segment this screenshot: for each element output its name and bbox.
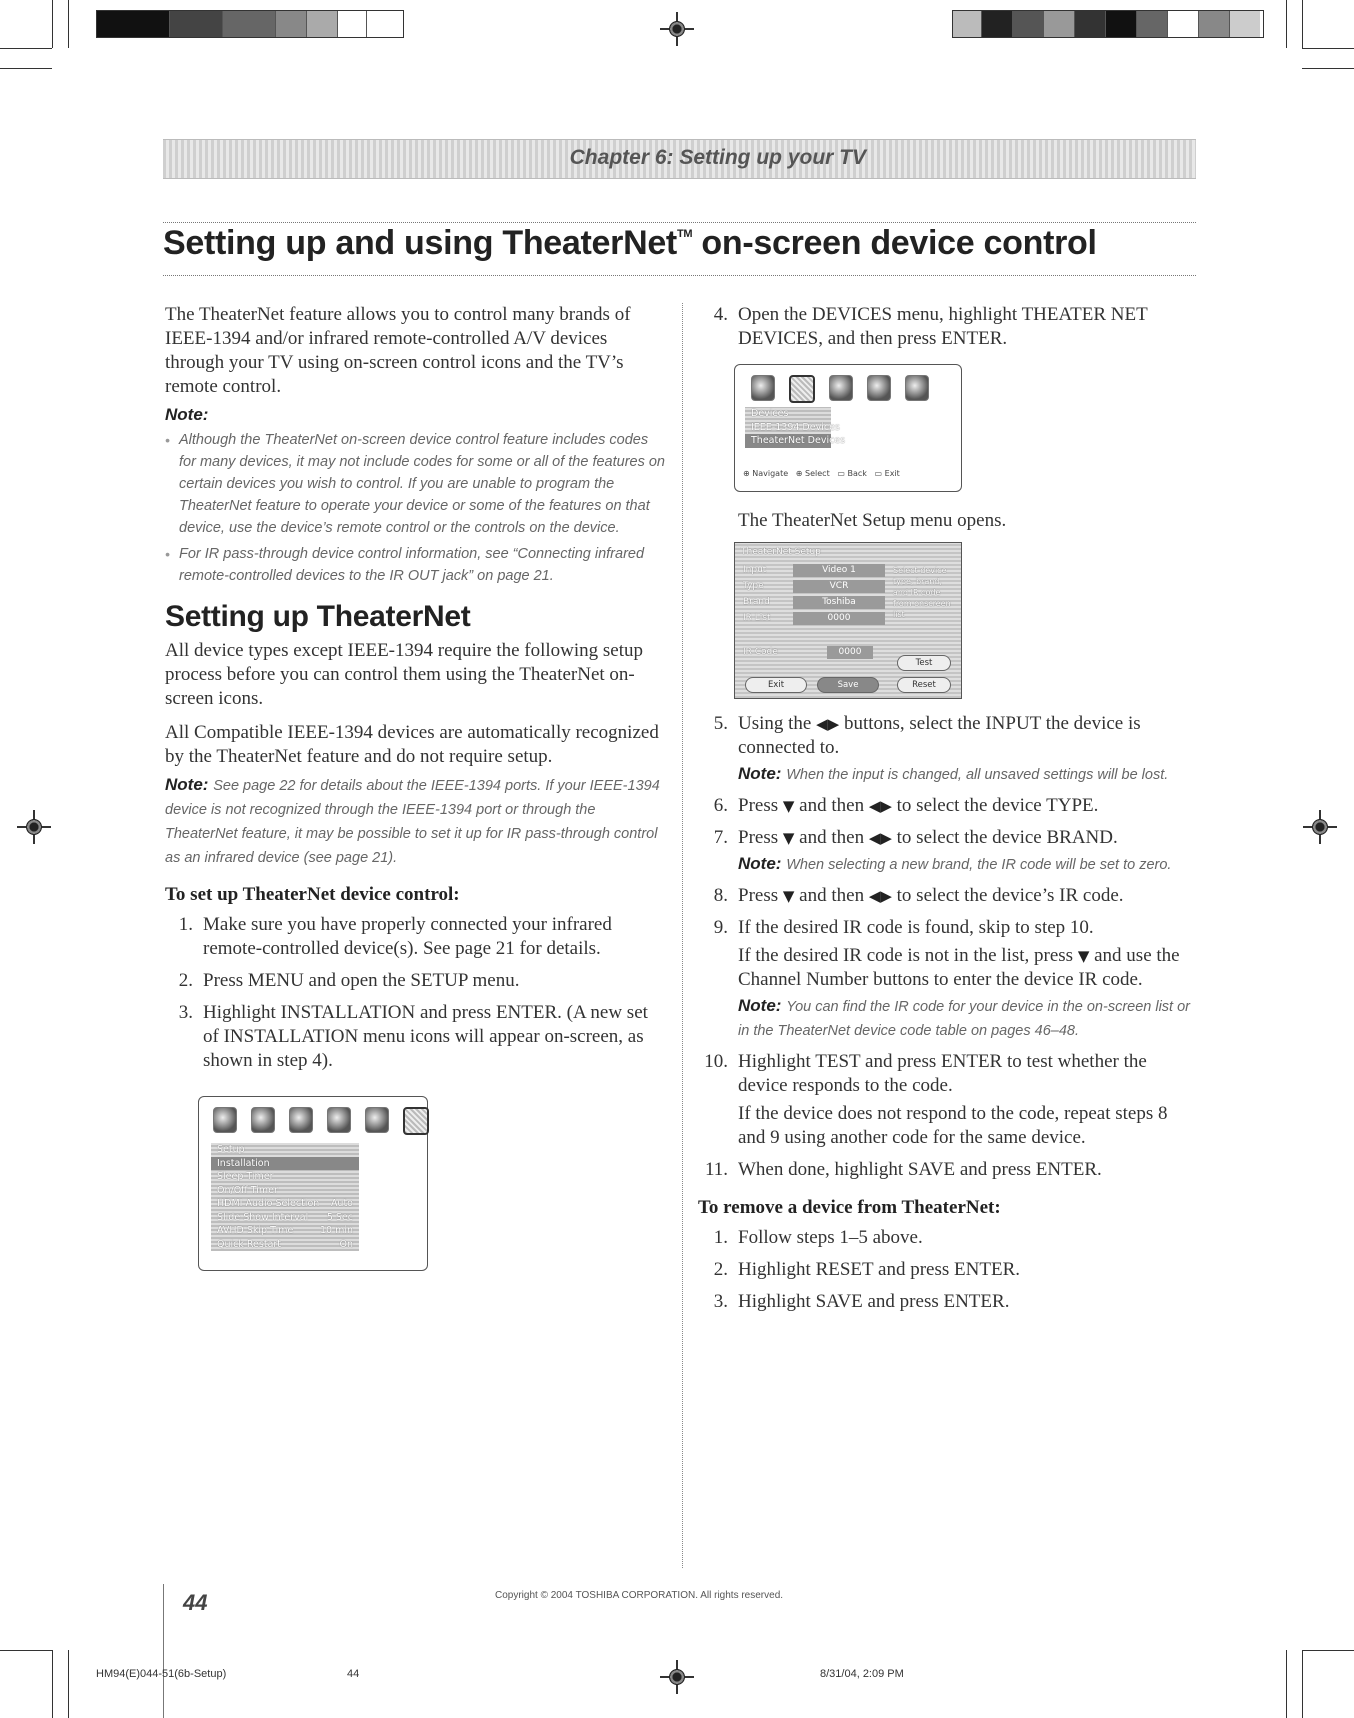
setup-menu-screenshot	[198, 1096, 428, 1271]
steps-list	[700, 1050, 1192, 1098]
menu-value: Auto	[330, 1198, 353, 1209]
back-icon: ▭	[837, 469, 845, 478]
registration-mark-icon	[660, 12, 694, 46]
dvd-icon	[905, 375, 929, 401]
menu-row	[211, 1224, 359, 1238]
crop-mark	[1286, 0, 1287, 48]
procedure-title: To remove a device from TheaterNet:	[698, 1197, 1001, 1218]
tn-row-label: IR List	[743, 613, 771, 623]
vcr-icon	[867, 375, 891, 401]
step-text: Press	[738, 827, 779, 848]
slug-page: 44	[347, 1668, 360, 1680]
step-text: Highlight RESET and press ENTER.	[738, 1259, 1020, 1280]
setup-steps	[165, 913, 665, 1073]
paragraph: All device types except IEEE-1394 require the following setup process before you can control them using the TheaterNet on-screen icons.	[165, 640, 644, 709]
remove-steps	[700, 1226, 1192, 1314]
exit-button: Exit	[745, 677, 807, 693]
menu-row-highlighted: TheaterNet Devices	[745, 434, 831, 448]
type-field: VCR	[793, 580, 885, 593]
down-arrow-icon: ▼	[1077, 947, 1090, 965]
test-button: Test	[897, 655, 951, 671]
crop-mark	[0, 1650, 52, 1651]
legend-item: Exit	[884, 469, 900, 478]
left-right-arrow-icon: ◀▶	[868, 797, 892, 815]
menu-label: Slide Show Interval	[217, 1211, 309, 1223]
step-number: 8.	[713, 885, 728, 906]
step-text: Follow steps 1–5 above.	[738, 1227, 923, 1248]
note-text: See page 22 for details about the IEEE-1394 ports. If your IEEE-1394 device is not recognized through the IEEE-1394 port or through the TheaterNet feature, it may be possible to set it up for IR pass-through control as an infrared device (see page 21).	[165, 778, 660, 866]
theaternet-setup-screenshot	[734, 542, 962, 699]
input-field: Video 1	[793, 564, 885, 577]
save-button: Save	[817, 677, 879, 693]
applications-icon	[327, 1107, 351, 1133]
crop-mark	[1302, 1650, 1354, 1651]
procedure-title: To set up TheaterNet device control:	[165, 884, 460, 905]
menu-row: IEEE-1394 Devices	[751, 421, 840, 433]
note	[700, 762, 1192, 786]
grayscale-bar	[96, 10, 404, 38]
menu-icon-row	[751, 375, 929, 403]
registration-mark-icon	[660, 1660, 694, 1694]
caption: The TheaterNet Setup menu opens.	[738, 510, 1007, 531]
step-number: 3.	[178, 1002, 193, 1023]
title-rule-bottom	[163, 275, 1196, 276]
tn-row-label: Type	[743, 581, 764, 591]
tn-menu-title: TheaterNet Setup	[741, 547, 821, 557]
copyright: Copyright © 2004 TOSHIBA CORPORATION. All rights reserved.	[495, 1590, 784, 1601]
crop-mark	[1302, 1650, 1303, 1718]
step-item	[165, 969, 665, 993]
menu-icon-row	[213, 1107, 429, 1135]
menu-row: Devices	[751, 408, 789, 419]
legend-item: Navigate	[752, 469, 789, 478]
step-text: Make sure you have properly connected your infrared remote-controlled device(s). See page 21 for details.	[203, 914, 612, 959]
step-item	[700, 794, 1192, 818]
step-item	[165, 1001, 665, 1073]
note-text: When the input is changed, all unsaved settings will be lost.	[786, 767, 1169, 783]
trademark-mark: TM	[676, 228, 693, 240]
slug-file: HM94(E)044-51(6b-Setup)	[96, 1668, 227, 1680]
button-legend	[743, 469, 900, 478]
menu-row	[211, 1143, 359, 1157]
step-text: Press	[738, 795, 779, 816]
down-arrow-icon: ▼	[782, 887, 795, 905]
brand-field: Toshiba	[793, 596, 885, 609]
step-item	[700, 1258, 1192, 1282]
step-continuation: If the device does not respond to the code, repeat steps 8 and 9 using another code for the same device.	[738, 1103, 1168, 1148]
step-text: and then	[799, 885, 865, 906]
step-text: Highlight SAVE and press ENTER.	[738, 1291, 1010, 1312]
menu-label: Installation	[217, 1157, 270, 1169]
step-text: Highlight INSTALLATION and press ENTER. (A new set of INSTALLATION menu icons will appear on-screen, as shown in step 4).	[203, 1002, 648, 1071]
step-text: If the desired IR code is found, skip to step 10.	[738, 917, 1094, 938]
step-number: 1.	[713, 1227, 728, 1248]
left-right-arrow-icon: ◀▶	[868, 829, 892, 847]
setup-menu-list	[211, 1143, 359, 1251]
page-number: 44	[183, 1590, 208, 1615]
note-label: Note:	[738, 854, 782, 873]
step-item	[700, 712, 1192, 760]
crop-mark	[1302, 68, 1354, 69]
tn-row-label: IR Code	[743, 647, 778, 657]
crop-mark	[52, 1650, 53, 1718]
note-item: • Although the TheaterNet on-screen device control feature includes codes for many devices, it may not include codes for some or all of the features on certain devices you wish to control. If you are unable to program the TheaterNet feature to operate your device or some of the features on that device, use the device’s remote control or the controls on the device.	[165, 429, 665, 539]
crop-mark	[68, 1650, 69, 1718]
page-number-rule	[163, 1584, 164, 1718]
step-text: and then	[799, 795, 865, 816]
page-title-rest: on-screen device control	[692, 224, 1097, 262]
menu-label: HDMI Audio Selection	[217, 1198, 320, 1209]
crop-mark	[0, 48, 52, 49]
legend-item: Back	[847, 469, 867, 478]
crop-mark	[1286, 1650, 1287, 1718]
page-title	[163, 224, 1097, 263]
tn-help-text: Select device type, brand, and IR code from onscreen list	[893, 566, 951, 619]
registration-mark-icon	[1303, 810, 1337, 844]
registration-mark-icon	[17, 810, 51, 844]
step-text: to select the device’s IR code.	[896, 885, 1124, 906]
reset-button: Reset	[897, 677, 951, 693]
note	[165, 773, 665, 869]
crop-mark	[0, 68, 52, 69]
menu-label: Quick Restart	[217, 1238, 282, 1250]
step-number: 2.	[178, 970, 193, 991]
step-number: 5.	[713, 713, 728, 734]
intro-paragraph: The TheaterNet feature allows you to control many brands of IEEE-1394 and/or infrared remote-controlled A/V devices through your TV using on-screen control icons and the TV’s remote control.	[165, 304, 631, 397]
step-text: to select the device TYPE.	[896, 795, 1099, 816]
note-list	[165, 429, 665, 587]
step-item	[700, 1050, 1192, 1098]
note-label: Note:	[738, 996, 782, 1015]
crop-mark	[52, 0, 53, 48]
right-steps	[700, 712, 1192, 1322]
step-text: and use the Channel Number buttons to enter the device IR code.	[738, 945, 1180, 990]
steps-5-to-11	[700, 712, 1192, 760]
right-column	[700, 303, 1190, 359]
antenna-icon	[751, 375, 775, 401]
select-icon: ⊕	[795, 469, 803, 478]
color-bar	[952, 10, 1264, 38]
menu-label: On/Off Timer	[217, 1184, 278, 1196]
note-text: You can find the IR code for your device in the on-screen list or in the TheaterNet device code table on pages 46–48.	[738, 999, 1191, 1039]
step-number: 3.	[713, 1291, 728, 1312]
step-item	[700, 1290, 1192, 1314]
step-number: 1.	[178, 914, 193, 935]
step-number: 9.	[713, 917, 728, 938]
step-text: Highlight TEST and press ENTER to test whether the device responds to the code.	[738, 1051, 1147, 1096]
menu-label: Setup	[217, 1144, 245, 1155]
menu-value: On	[339, 1238, 353, 1250]
note-item: • For IR pass-through device control information, see “Connecting infrared remote-controlled devices to the IR OUT jack” on page 21.	[165, 543, 665, 587]
note-label: Note:	[738, 764, 782, 783]
step-item	[700, 884, 1192, 908]
left-right-arrow-icon: ◀▶	[868, 887, 892, 905]
left-column	[165, 303, 665, 1081]
devices-icon	[789, 375, 815, 403]
steps-list	[700, 884, 1192, 940]
column-divider	[682, 303, 683, 1568]
setup-icon	[403, 1107, 429, 1135]
step-text: If the desired IR code is not in the list, press	[738, 945, 1074, 966]
slug-date: 8/31/04, 2:09 PM	[820, 1668, 904, 1680]
title-rule-top	[163, 222, 1196, 223]
step-number: 4.	[713, 304, 728, 325]
step-item	[700, 303, 1190, 351]
menu-row	[211, 1211, 359, 1225]
left-right-arrow-icon: ◀▶	[816, 715, 840, 733]
picture-icon	[213, 1107, 237, 1133]
step-item	[700, 826, 1192, 850]
steps-list	[700, 1158, 1192, 1182]
note-label: Note:	[165, 405, 209, 424]
devices-icon	[365, 1107, 389, 1133]
menu-row	[211, 1197, 359, 1211]
step-text: Open the DEVICES menu, highlight THEATER NET DEVICES, and then press ENTER.	[738, 304, 1148, 349]
crop-mark	[1302, 48, 1354, 49]
step-text: and then	[799, 827, 865, 848]
step-item	[700, 916, 1192, 940]
step-4	[700, 303, 1190, 351]
note-text: When selecting a new brand, the IR code will be set to zero.	[786, 857, 1172, 873]
steps-list	[700, 794, 1192, 850]
step-number: 10.	[704, 1051, 728, 1072]
crop-mark	[68, 0, 69, 48]
down-arrow-icon: ▼	[782, 829, 795, 847]
down-arrow-icon: ▼	[782, 797, 795, 815]
step-item	[165, 913, 665, 961]
crop-mark	[1302, 0, 1303, 48]
step-text: buttons, select the INPUT the device is connected to.	[738, 713, 1141, 758]
section-heading: Setting up TheaterNet	[165, 600, 471, 633]
step-text: When done, highlight SAVE and press ENTER.	[738, 1159, 1102, 1180]
camera-icon	[829, 375, 853, 401]
legend-item: Select	[805, 469, 830, 478]
menu-row	[211, 1170, 359, 1184]
chapter-title: Chapter 6: Setting up your TV	[569, 146, 866, 169]
menu-row-highlighted	[211, 1157, 359, 1171]
step-text: Using the	[738, 713, 812, 734]
lock-icon	[289, 1107, 313, 1133]
step-number: 7.	[713, 827, 728, 848]
step-item	[700, 1226, 1192, 1250]
step-number: 6.	[713, 795, 728, 816]
page-title-text: Setting up and using TheaterNet	[163, 224, 677, 262]
devices-menu-screenshot	[734, 364, 962, 492]
tn-row-label: Brand	[743, 597, 770, 607]
note	[700, 994, 1192, 1042]
step-number: 11.	[704, 1159, 728, 1180]
chapter-banner	[163, 139, 1196, 179]
step-number: 2.	[713, 1259, 728, 1280]
audio-icon	[251, 1107, 275, 1133]
ir-list-field: 0000	[793, 612, 885, 625]
step-text: to select the device BRAND.	[896, 827, 1118, 848]
note-label: Note:	[165, 775, 209, 794]
ir-code-field: 0000	[827, 646, 873, 659]
menu-value: 5 Sec	[326, 1211, 353, 1223]
menu-label: Sleep Timer	[217, 1171, 274, 1182]
step-text: Press MENU and open the SETUP menu.	[203, 970, 520, 991]
step-text: Press	[738, 885, 779, 906]
tn-row-label: Input	[743, 565, 767, 575]
menu-label: AVHD Skip Time	[217, 1225, 294, 1236]
paragraph: All Compatible IEEE-1394 devices are automatically recognized by the TheaterNet feature and do not require setup.	[165, 722, 659, 767]
menu-value: 10 min	[319, 1225, 353, 1236]
devices-menu-list	[745, 407, 846, 448]
navigate-icon: ⊕	[743, 469, 750, 478]
menu-row	[211, 1184, 359, 1198]
note	[700, 852, 1192, 876]
menu-row	[211, 1238, 359, 1252]
step-continuation	[700, 944, 1192, 992]
step-item	[700, 1158, 1192, 1182]
exit-icon: ▭	[874, 469, 883, 478]
